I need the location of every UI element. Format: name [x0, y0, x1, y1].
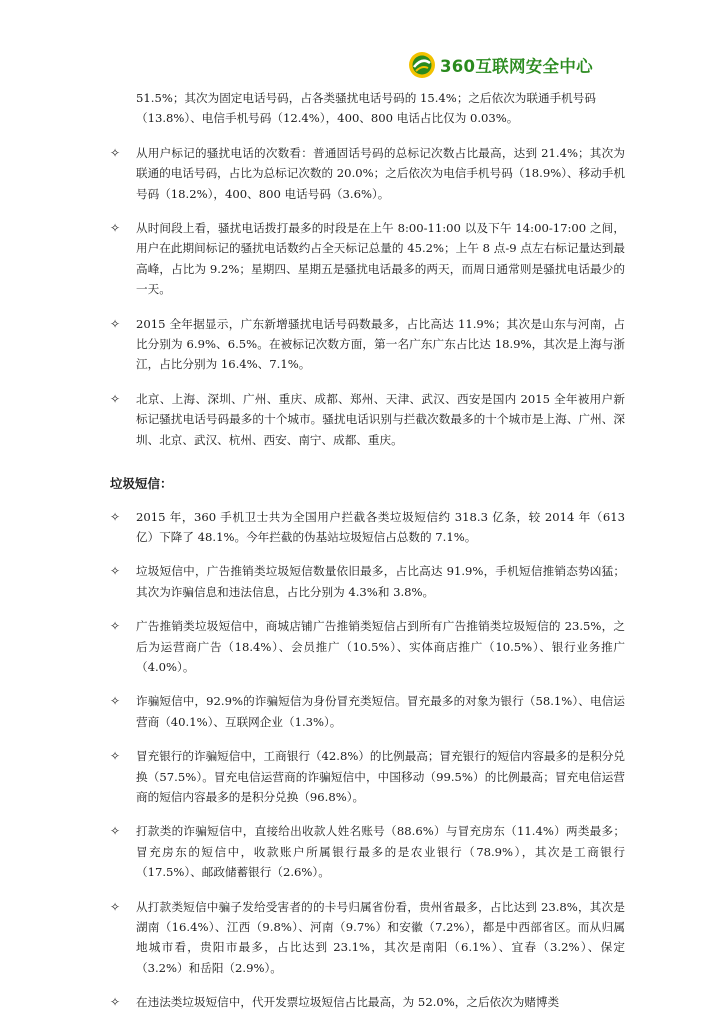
list-item: [110, 616, 625, 677]
diamond-bullet-icon: ✧: [110, 899, 121, 914]
list-item-text: 在违法类垃圾短信中，代开发票垃圾短信占比最高，为 52.0%，之后依次为赌博类: [136, 995, 560, 1010]
list-item: [110, 897, 625, 979]
list-item-text: 2015 全年据显示，广东新增骚扰电话号码数最多，占比高达 11.9%；其次是山东与河南，占比分别为 6.9%、6.5%。在被标记次数方面，第一名广东广东占比达 18.9%，其次是上海与浙江，占比分别为 16.4%、7.1%。: [136, 316, 625, 372]
list-item-text: 打款类的诈骗短信中，直接给出收款人姓名账号（88.6%）与冒充房东（11.4%）两类最多；冒充房东的短信中，收款账户所属银行最多的是农业银行（78.9%），其次是工商银行（17.5%）、邮政储蓄银行（2.6%）。: [136, 824, 625, 880]
list-item-text: 北京、上海、深圳、广州、重庆、成都、郑州、天津、武汉、西安是国内 2015 全年被用户新标记骚扰电话号码最多的十个城市。骚扰电话识别与拦截次数最多的十个城市是上海、广州、深圳、北京、武汉、杭州、西安、南宁、成都、重庆。: [136, 391, 625, 447]
list-item: [110, 507, 625, 548]
list-item: [110, 314, 625, 375]
diamond-bullet-icon: ✧: [110, 509, 121, 524]
list-item: [110, 992, 625, 1012]
diamond-bullet-icon: ✧: [110, 749, 121, 764]
list-item-text: 垃圾短信中，广告推销类垃圾短信数量依旧最多，占比高达 91.9%，手机短信推销态势凶猛；其次为诈骗信息和违法信息，占比分别为 4.3%和 3.8%。: [136, 564, 625, 599]
list-item: [110, 561, 625, 602]
bullet-list-sms: [110, 507, 625, 1013]
diamond-bullet-icon: ✧: [110, 316, 121, 331]
logo-text: 360互联网安全中心: [440, 57, 593, 76]
list-item: [110, 389, 625, 450]
paragraph-continuation: 51.5%；其次为固定电话号码，占各类骚扰电话号码的 15.4%；之后依次为联通手机号码（13.8%）、电信手机号码（12.4%），400、800 电话占比仅为 0.03%。: [136, 91, 596, 126]
diamond-bullet-icon: ✧: [110, 145, 121, 160]
diamond-bullet-icon: ✧: [110, 995, 121, 1010]
list-item: [110, 746, 625, 807]
list-item: [110, 143, 625, 204]
list-item: [110, 218, 625, 300]
list-item-text: 冒充银行的诈骗短信中，工商银行（42.8%）的比例最高；冒充银行的短信内容最多的是积分兑换（57.5%）。冒充电信运营商的诈骗短信中，中国移动（99.5%）的比例最高；冒充电信运营商的短信内容最多的是积分兑换（96.8%）。: [136, 749, 625, 804]
document-body: [110, 88, 625, 1027]
list-item-text: 从用户标记的骚扰电话的次数看：普通固话号码的总标记次数占比最高，达到 21.4%；其次为联通的电话号码，占比为总标记次数的 20.0%；之后依次为电信手机号码（18.9%）、移动手机号码（18.2%），400、800 电话号码（3.6%）。: [136, 145, 625, 201]
list-item-text: 诈骗短信中，92.9%的诈骗短信为身份冒充类短信。冒充最多的对象为银行（58.1%）、电信运营商（40.1%）、互联网企业（1.3%）。: [136, 694, 625, 729]
list-item-text: 从打款类短信中骗子发给受害者的的卡号归属省份看，贵州省最多，占比达到 23.8%，其次是湖南（16.4%）、江西（9.8%）、河南（9.7%）和安徽（7.2%），都是中西部省区。而从归属地城市看，贵阳市最多，占比达到 23.1%，其次是南阳（6.1%）、宜春（3.2%）、保定（3.2%）和岳阳（2.9%）。: [136, 899, 625, 975]
diamond-bullet-icon: ✧: [110, 619, 121, 634]
list-item: [110, 821, 625, 882]
diamond-bullet-icon: ✧: [110, 221, 121, 236]
section-heading: 垃圾短信：: [110, 476, 173, 492]
list-item-text: 广告推销类垃圾短信中，商城店铺广告推销类短信占到所有广告推销类垃圾短信的 23.5%，之后为运营商广告（18.4%）、会员推广（10.5%）、实体商店推广（10.5%）、银行业务推广（4.0%）。: [136, 619, 625, 674]
diamond-bullet-icon: ✧: [110, 694, 121, 709]
bullet-list-calls: [110, 143, 625, 450]
list-item-text: 从时间段上看，骚扰电话拨打最多的时段是在上午 8:00-11:00 以及下午 14:00-17:00 之间，用户在此期间标记的骚扰电话数约占全天标记总量的 45.2%；上午 8 点-9 点左右标记量达到最高峰，占比为 9.2%；星期四、星期五是骚扰电话最多的两天，而周日通常则是骚扰电话最少的一天。: [136, 221, 625, 297]
list-item-text: 2015 年，360 手机卫士共为全国用户拦截各类垃圾短信约 318.3 亿条，较 2014 年（613 亿）下降了 48.1%。今年拦截的伪基站垃圾短信占总数的 7.1%。: [136, 509, 625, 544]
360-logo-icon: [408, 51, 436, 79]
list-item: [110, 691, 625, 732]
diamond-bullet-icon: ✧: [110, 824, 121, 839]
diamond-bullet-icon: ✧: [110, 391, 121, 406]
header-logo: [408, 51, 593, 79]
diamond-bullet-icon: ✧: [110, 564, 121, 579]
